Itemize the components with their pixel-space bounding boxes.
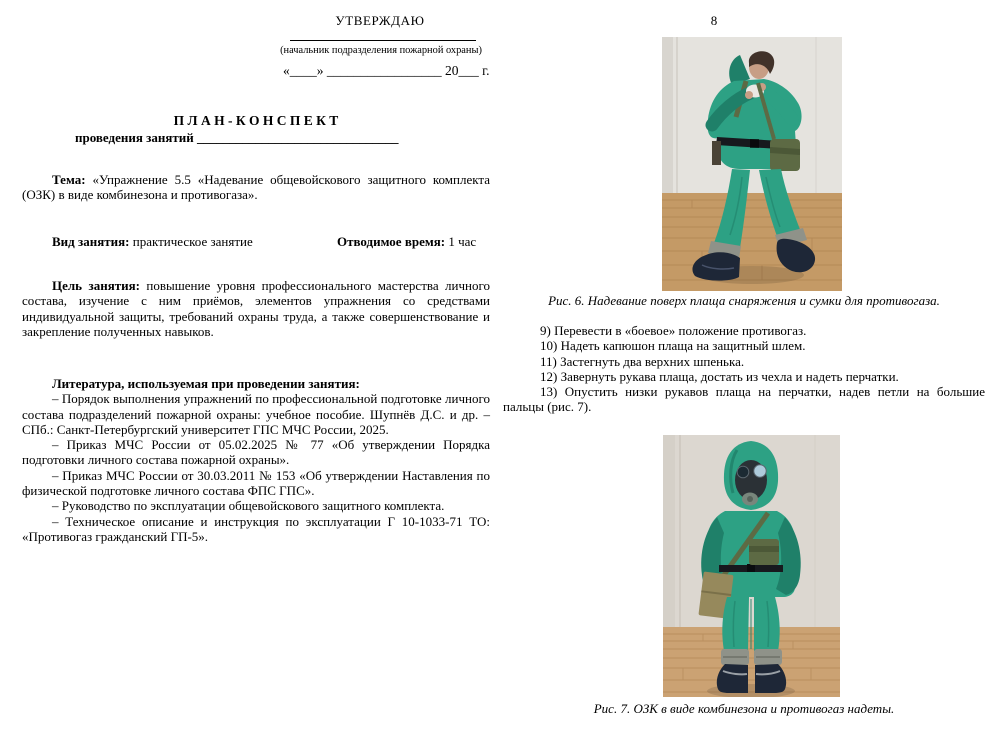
lesson-time-value: 1 час [445,234,477,249]
procedure-steps [503,323,985,415]
fig6-illustration [662,37,842,291]
literature-item: – Порядок выполнения упражнений по профессиональной подготовке личного состава подразделений пожарной охраны: учебное пособие. Шупнёв Д.С. и др. –СПб.: Санкт-Петербургский университет ГПС МЧС России, 2025. [22,391,490,437]
literature-item: – Приказ МЧС России от 05.02.2025 № 77 «Об утверждении Порядка подготовки личного состава пожарной охраны». [22,437,490,468]
lesson-type-label: Вид занятия: [52,234,130,249]
step-item: 10) Надеть капюшон плаща на защитный шлем. [540,338,806,354]
fig7-illustration [663,435,840,697]
signature-line [290,40,476,41]
step-item: 9) Перевести в «боевое» положение противогаз. [540,323,807,338]
lesson-type-value: практическое занятие [129,234,253,249]
belt-buckle [750,139,759,148]
trouser-leg [722,597,749,651]
step-item: 13) Опустить низки рукавов плаща на перчатки, надев петли на большие пальцы (рис. 7). [503,384,985,415]
document-subtitle-blank: _______________________________ [193,130,399,145]
rubber-boot [717,664,748,693]
lesson-type-row [52,234,490,249]
theme-label: Тема: [52,172,86,187]
fig7-caption: Рис. 7. ОЗК в виде комбинезона и противогаз надеты. [593,701,895,716]
belt-buckle [747,564,755,572]
document-subtitle-label: проведения занятий [75,130,194,145]
literature-section [22,376,490,544]
page-number: 8 [710,13,718,28]
goal-paragraph [22,278,490,339]
gas-mask-bag [770,139,800,171]
fig6-photo [662,37,842,291]
literature-item: – Руководство по эксплуатации общевойскового защитного комплекта. [52,498,445,514]
approval-date-line: «____» _________________ 20___ г. [283,63,490,78]
approval-heading: УТВЕРЖДАЮ [335,13,425,28]
lesson-time [337,234,476,249]
lesson-type [52,234,253,249]
document-title: П Л А Н - К О Н С П Е К Т [173,113,339,128]
mask-eyepiece [754,465,766,477]
mask-eyepiece [737,466,749,478]
step-item: 11) Застегнуть два верхних шпенька. [540,353,745,369]
fig7-photo [663,435,840,697]
rubber-boot [755,664,786,693]
step-item: 12) Завернуть рукава плаща, достать из чехла и надеть перчатки. [540,368,899,384]
literature-item: – Техническое описание и инструкция по эксплуатации Г 10-1033-71 ТО: «Противогаз гражданский ГП-5». [22,513,490,544]
fig6-caption: Рис. 6. Надевание поверх плаща снаряжения и сумки для противогаза. [548,293,940,308]
literature-item: – Приказ МЧС России от 30.03.2011 № 153 «Об утверждении Наставления по физической подготовке личного состава ФПС ГПС». [22,467,490,499]
theme-paragraph [22,172,490,203]
document-subtitle [75,130,399,145]
literature-heading: Литература, используемая при проведении занятия: [52,376,360,391]
goal-label: Цель занятия: [52,278,140,293]
theme-text: «Упражнение 5.5 «Надевание общевойскового защитного комплекта (ОЗК) в виде комбинезона и противогаза». [22,172,490,203]
goal-text: повышение уровня профессионального мастерства личного состава, изучение с ним приёмов, элементов упражнения со средствами индивидуальной защиты, требований охраны труда, а также совершенствование и закрепление полученных навыков. [22,278,490,339]
lesson-time-label: Отводимое время: [337,234,446,249]
approval-subtitle: (начальник подразделения пожарной охраны) [280,45,482,56]
